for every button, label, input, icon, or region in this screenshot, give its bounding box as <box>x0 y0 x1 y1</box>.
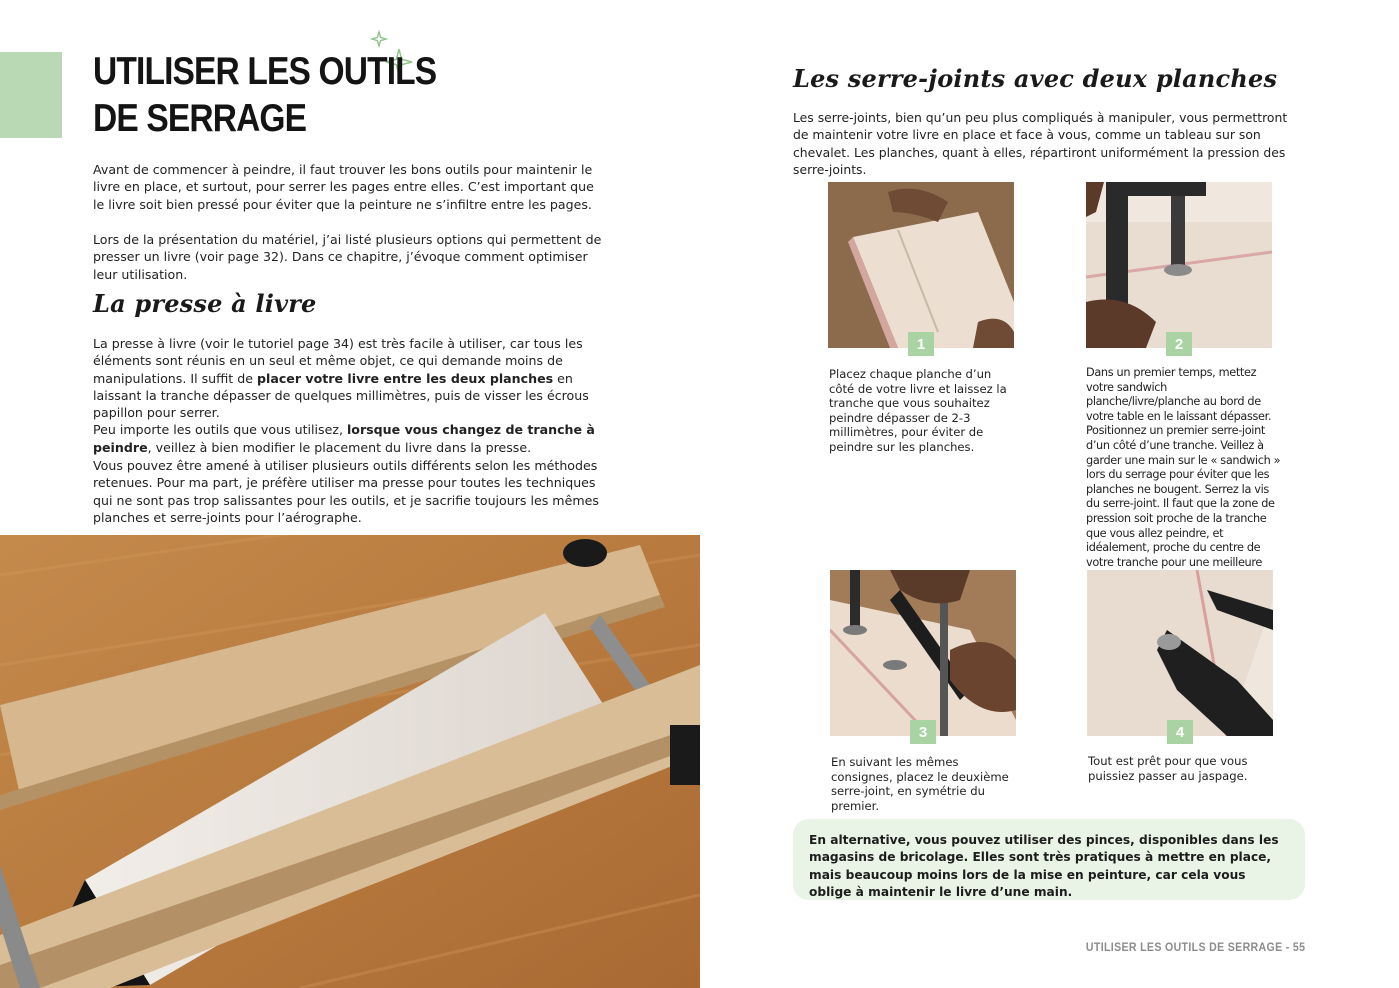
book-press-photo <box>0 535 700 988</box>
intro-paragraph-1: Avant de commencer à peindre, il faut trouver les bons outils pour maintenir le livre en place, et surtout, pour serrer les pages entre elles. C’est important que le livre soit bien pressé pour éviter que la peinture ne s’infiltre entre les pages. <box>93 162 594 212</box>
step-3-photo <box>830 570 1016 736</box>
clamps-intro: Les serre-joints, bien qu’un peu plus compliqués à manipuler, vous permettront de maintenir votre livre en place et face à vous, comme un tableau sur son chevalet. Les planches, quant à elles, répartiront uniformément la pression des serre-joints. <box>793 110 1288 177</box>
step-4-caption: Tout est prêt pour que vous puissiez passer au jaspage. <box>1088 754 1248 783</box>
step-3-caption: En suivant les mêmes consignes, placez le deuxième serre-joint, en symétrie du premier. <box>831 755 1009 813</box>
step-2-badge: 2 <box>1166 332 1192 356</box>
tools-paragraph: Vous pouvez être amené à utiliser plusieurs outils différents selon les méthodes retenues. Pour ma part, je préfère utiliser ma presse pour toutes les techniques qui ne sont pas trop salissantes pour les outils, et je sacrifie toujours les mêmes planches et serre-joints pour l’aérographe. <box>93 458 599 525</box>
chapter-color-tab <box>0 52 62 138</box>
step-4-photo <box>1087 570 1273 736</box>
section-heading-clamps: Les serre-joints avec deux planches <box>793 64 1278 93</box>
tip-box <box>793 819 1305 900</box>
step-1-badge: 1 <box>908 332 934 356</box>
section-heading-book-press: La presse à livre <box>93 289 317 318</box>
step-1-caption: Placez chaque planche d’un côté de votre livre et laissez la tranche que vous souhaitez peindre dépasser de 2-3 millimètres, pour éviter de peindre sur les planches. <box>829 367 1007 454</box>
step-3-badge: 3 <box>910 720 936 744</box>
step-1-photo <box>828 182 1014 348</box>
book-press-paragraph: La presse à livre (voir le tutoriel page 34) est très facile à utiliser, car tous les éléments sont réunis en un seul et même objet, ce qui demande moins de manipulations. Il suffit de placer votre livre entre les deux planches en laissant la tranche dépasser de quelques millimètres, puis de visser les écrous papillon pour serrer. Peu importe les outils que vous utilisez, lorsque vous changez de tranche à peindre, veillez à bien modifier le placement du livre dans la presse. <box>93 336 595 455</box>
tip-text: En alternative, vous pouvez utiliser des pinces, disponibles dans les magasins de bricolage. Elles sont très pratiques à mettre en place, mais beaucoup moins lors de la mise en peinture, car cela vous oblige à maintenir le livre d’une main. <box>809 833 1279 899</box>
page-footer: UTILISER LES OUTILS DE SERRAGE - 55 <box>1085 940 1305 954</box>
step-4-badge: 4 <box>1167 720 1193 744</box>
intro-paragraph-2: Lors de la présentation du matériel, j’ai listé plusieurs options qui permettent de presser un livre (voir page 32). Dans ce chapitre, j’évoque comment optimiser leur utilisation. <box>93 232 602 282</box>
step-2-caption: Dans un premier temps, mettez votre sandwich planche/livre/planche au bord de votre table en le laissant dépasser. Positionnez un premier serre-joint d’un côté d’une tranche. Veillez à garder une main sur le « sandwich » lors du serrage pour éviter que les planches ne bougent. Serrez la vis du serre-joint. Il faut que la zone de pression soit proche de la tranche que vous allez peindre, et idéalement, proche du centre de votre tranche pour une meilleure <box>1086 366 1281 569</box>
page-title: UTILISER LES OUTILS DE SERRAGE <box>93 50 437 140</box>
step-2-photo <box>1086 182 1272 348</box>
